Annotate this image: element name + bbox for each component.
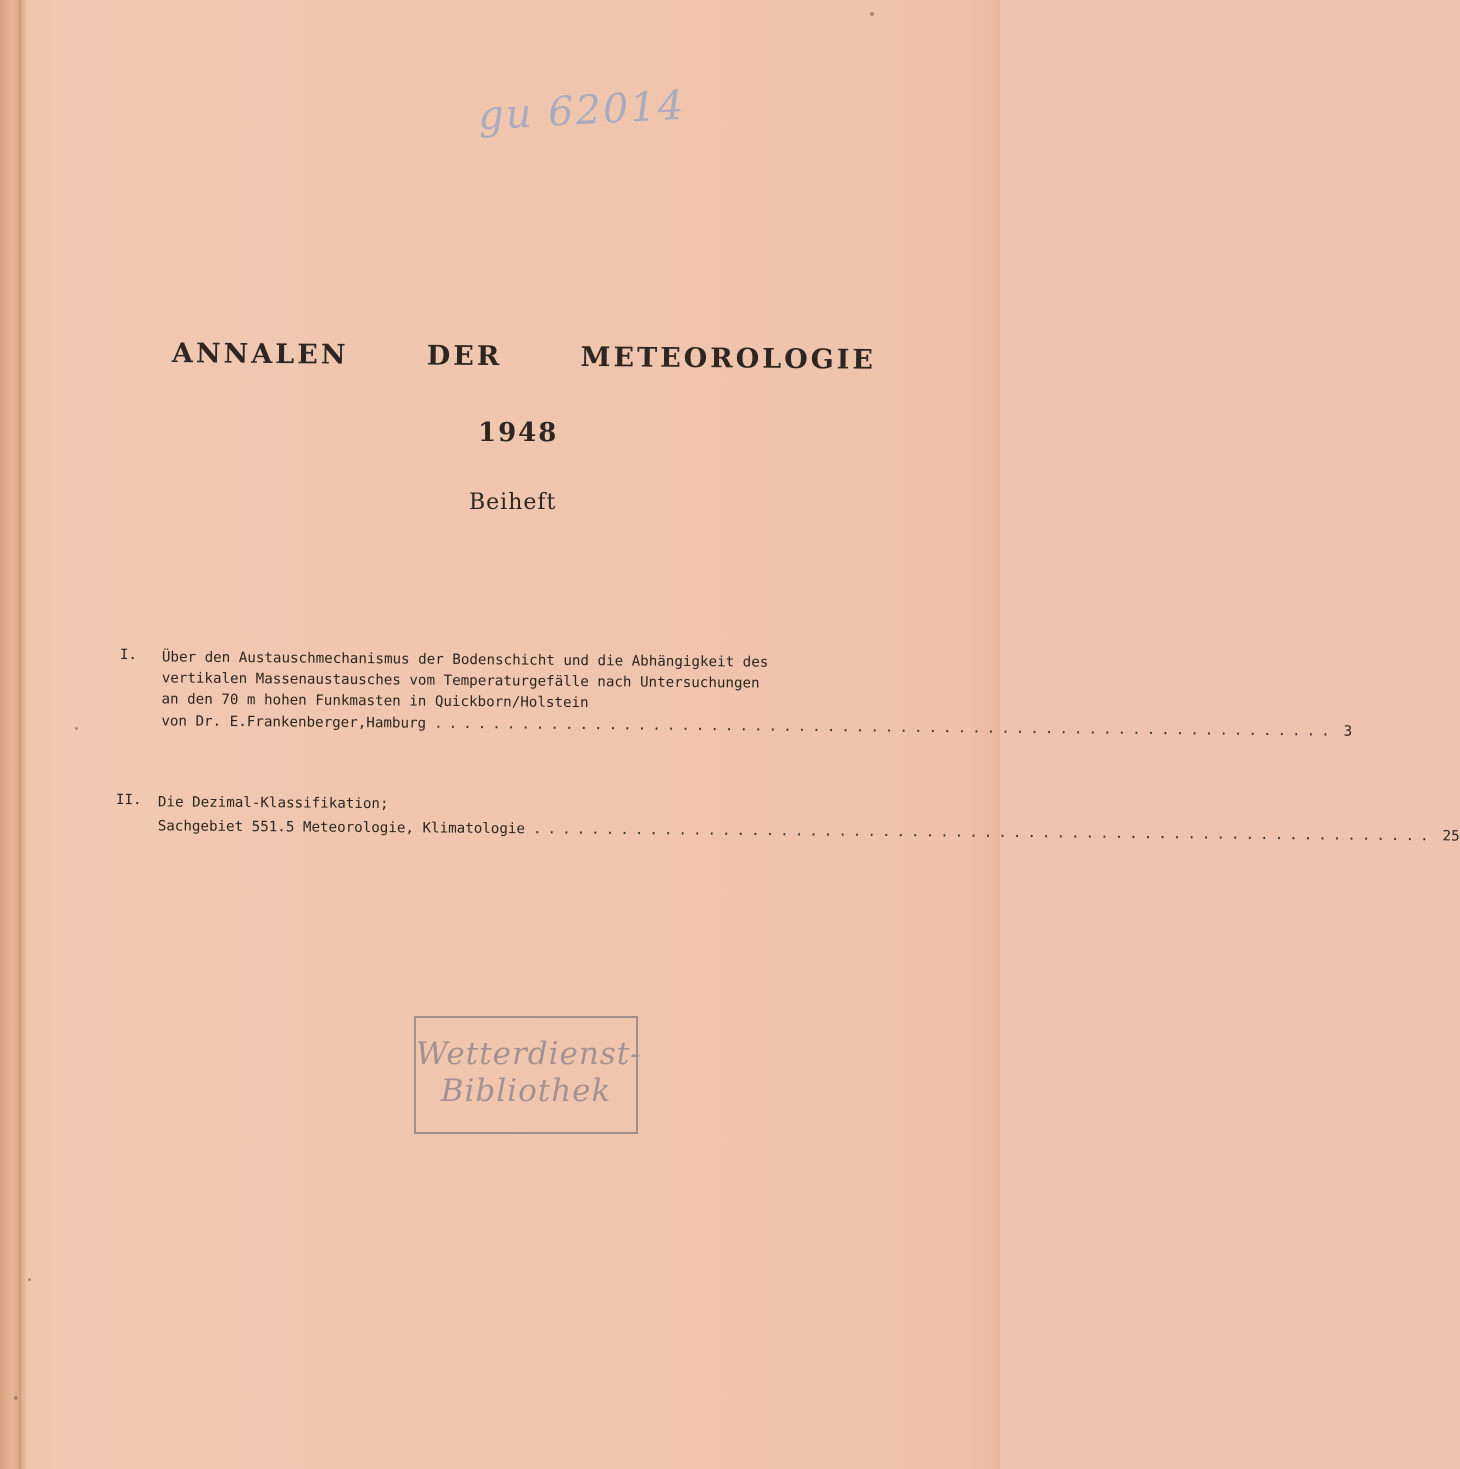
toc-entry-title-line: Die Dezimal-Klassifikation; xyxy=(157,794,389,813)
handwritten-catalog-number: gu 62014 xyxy=(476,82,687,140)
toc-entry-numeral: I. xyxy=(119,647,138,664)
toc-leader-dots: .............................................................. xyxy=(532,821,1435,845)
title-word: ANNALEN xyxy=(171,338,349,371)
title-word: DER xyxy=(426,340,503,373)
toc-entry-page-number: 25 xyxy=(1442,828,1460,845)
toc-entry-author: von Dr. E.Frankenberger,Hamburg xyxy=(161,713,427,732)
toc-entry-title-line: vertikalen Massenaustausches vom Temperaturgefälle nach Untersuchungen xyxy=(161,670,760,692)
title-word: METEOROLOGIE xyxy=(580,341,877,376)
library-stamp xyxy=(414,1016,642,1134)
toc-entry-subject: Sachgebiet 551.5 Meteorologie, Klimatologie xyxy=(157,818,526,838)
journal-year: 1948 xyxy=(478,418,559,448)
stamp-line: Bibliothek xyxy=(440,1073,612,1109)
toc-entry-title-line: an den 70 m hohen Funkmasten in Quickborn/Holstein xyxy=(161,691,589,712)
toc-entry-title-line: Über den Austauschmechanismus der Bodenschicht und die Abhängigkeit des xyxy=(161,649,769,671)
toc-entry-numeral: II. xyxy=(115,792,142,809)
toc-entry-page-number: 3 xyxy=(1343,723,1353,740)
stamp-line: Wetterdienst- xyxy=(416,1036,642,1072)
toc-leader-dots: .............................................................. xyxy=(434,715,1336,740)
journal-subtitle: Beiheft xyxy=(469,490,557,515)
